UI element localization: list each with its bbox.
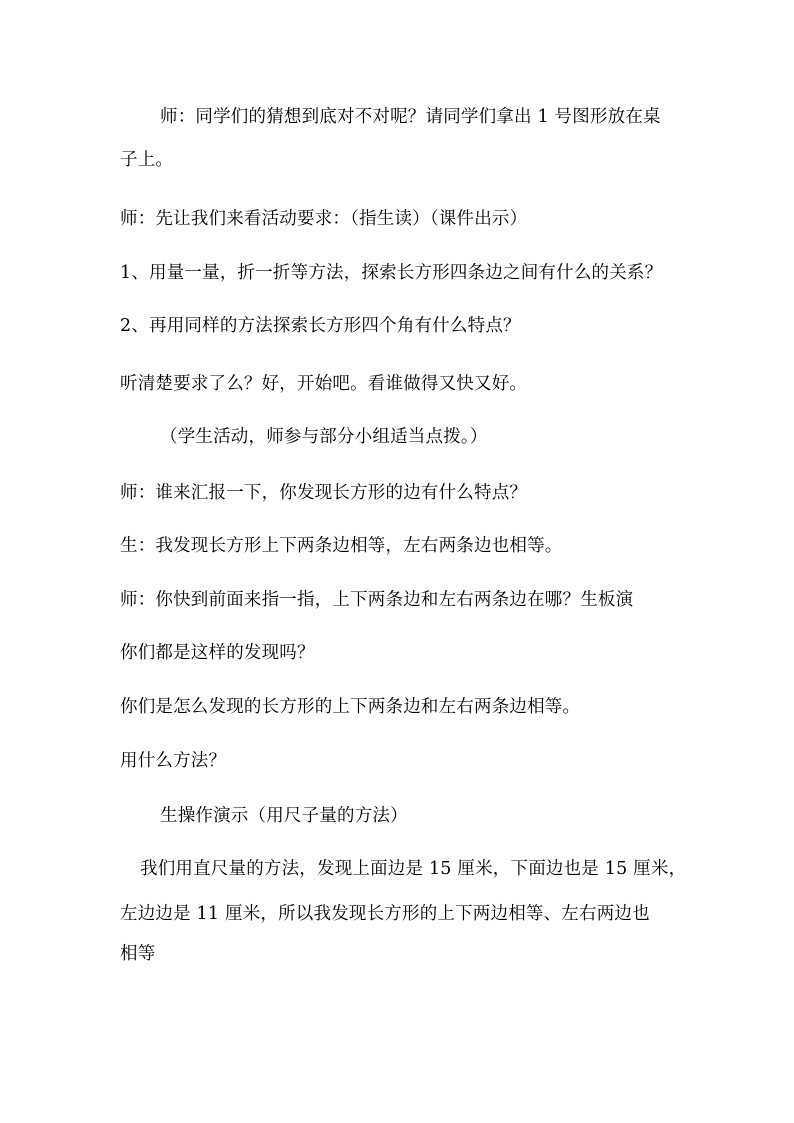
paragraph-line: 生：我发现长方形上下两条边相等，左右两条边也相等。 <box>120 536 563 556</box>
paragraph-line: （学生活动，师参与部分小组适当点拨。） <box>160 427 488 447</box>
paragraph-line: 子上。 <box>120 150 174 170</box>
paragraph-line: 师：先让我们来看活动要求：（指生读）（课件出示） <box>120 209 528 229</box>
paragraph-line: 你们是怎么发现的长方形的上下两条边和左右两条边相等。 <box>120 697 581 717</box>
paragraph-line: 用什么方法？ <box>120 751 227 771</box>
paragraph-line: 师：谁来汇报一下，你发现长方形的边有什么特点？ <box>120 483 528 503</box>
paragraph-line: 2、再用同样的方法探索长方形四个角有什么特点？ <box>120 316 521 336</box>
paragraph-line: 听清楚要求了么？好，开始吧。看谁做得又快又好。 <box>120 374 528 394</box>
paragraph-line: 生操作演示（用尺子量的方法） <box>160 806 408 826</box>
paragraph-line: 1、用量一量，折一折等方法，探索长方形四条边之间有什么的关系？ <box>120 263 663 283</box>
paragraph-line: 师：同学们的猜想到底对不对呢？请同学们拿出 1 号图形放在桌 <box>160 107 661 127</box>
paragraph-line: 左边边是 11 厘米，所以我发现长方形的上下两边相等、左右两边也 <box>120 904 650 924</box>
paragraph-line: 师：你快到前面来指一指，上下两条边和左右两条边在哪？生板演 <box>120 590 634 610</box>
paragraph-line: 我们用直尺量的方法，发现上面边是 15 厘米，下面边也是 15 厘米， <box>140 859 687 879</box>
paragraph-line: 相等 <box>120 944 156 964</box>
paragraph-line: 你们都是这样的发现吗？ <box>120 643 315 663</box>
